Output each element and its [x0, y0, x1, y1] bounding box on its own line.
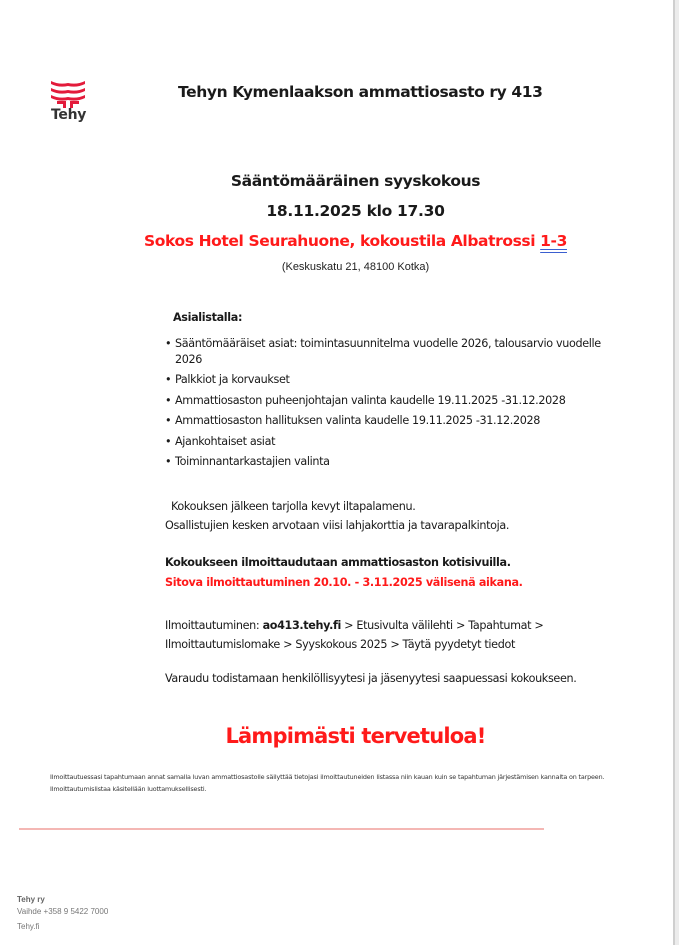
agenda-label: Asialistalla: [173, 311, 243, 324]
agenda-item: • Ammattiosaston puheenjohtajan valinta kaudelle 19.11.2025 -31.12.2028 [165, 393, 605, 409]
logo-text: Tehy [51, 107, 87, 123]
welcome-heading: Lämpimästi tervetuloa! [225, 724, 486, 748]
meeting-title: Sääntömääräinen syyskokous [230, 172, 481, 190]
org-title: Tehyn Kymenlaakson ammattiosasto ry 413 [178, 83, 543, 101]
agenda-item: • Palkkiot ja korvaukset [165, 372, 605, 388]
agenda-item: • Sääntömääräiset asiat: toimintasuunnitelma vuodelle 2026, talousarvio vuodelle 2026 [165, 336, 605, 367]
venue-rooms: 1-3 [540, 232, 567, 250]
agenda-item: • Ammattiosaston hallituksen valinta kaudelle 19.11.2025 -31.12.2028 [165, 413, 605, 429]
agenda-item: • Toiminnantarkastajien valinta [165, 454, 605, 470]
venue-main: Sokos Hotel Seurahuone, kokoustila Albatrossi [144, 232, 541, 250]
registration-note: Kokoukseen ilmoittaudutaan ammattiosaston kotisivuilla. [165, 556, 511, 569]
agenda-item: • Ajankohtaiset asiat [165, 434, 605, 450]
prizes-note: Osallistujien kesken arvotaan viisi lahjakorttia ja tavarapalkintoja. [165, 519, 510, 532]
footer-org-name: Tehy ry [17, 895, 45, 904]
footer-phone: Vaihde +358 9 5422 7000 [17, 907, 109, 916]
agenda-list [165, 336, 605, 475]
snack-note: Kokouksen jälkeen tarjolla kevyt iltapalamenu. [171, 500, 416, 513]
footer-website: Tehy.fi [17, 922, 40, 931]
footer-divider [19, 828, 544, 830]
registration-period: Sitova ilmoittautuminen 20.10. - 3.11.2025 välisenä aikana. [165, 576, 523, 589]
registration-path: > Etusivulta välilehti > Tapahtumat > Ilmoittautumislomake > Syyskokous 2025 > Täytä pyydetyt tiedot [165, 619, 544, 651]
registration-instructions [165, 616, 585, 654]
footer [17, 894, 108, 933]
registration-prefix: Ilmoittautuminen: [165, 619, 263, 632]
id-note: Varaudu todistamaan henkilöllisyytesi ja jäsenyytesi saapuessasi kokoukseen. [165, 672, 577, 685]
meeting-datetime: 18.11.2025 klo 17.30 [266, 202, 445, 220]
registration-site-link[interactable]: ao413.tehy.fi [262, 619, 341, 632]
meeting-venue [19, 232, 679, 250]
page-edge-scrollbar[interactable] [673, 0, 679, 945]
privacy-notice: Ilmoittautuessasi tapahtumaan annat samalla luvan ammattiosastolle säilyttää tietojasi ilmoittautuneiden listassa niin kauan kuin se tapahtuman järjestämisen kannalta on tarpeen. Ilmoittautumislistaa käsitellään luottamuksellisesti. [50, 773, 605, 793]
venue-address: (Keskuskatu 21, 48100 Kotka) [281, 261, 430, 273]
